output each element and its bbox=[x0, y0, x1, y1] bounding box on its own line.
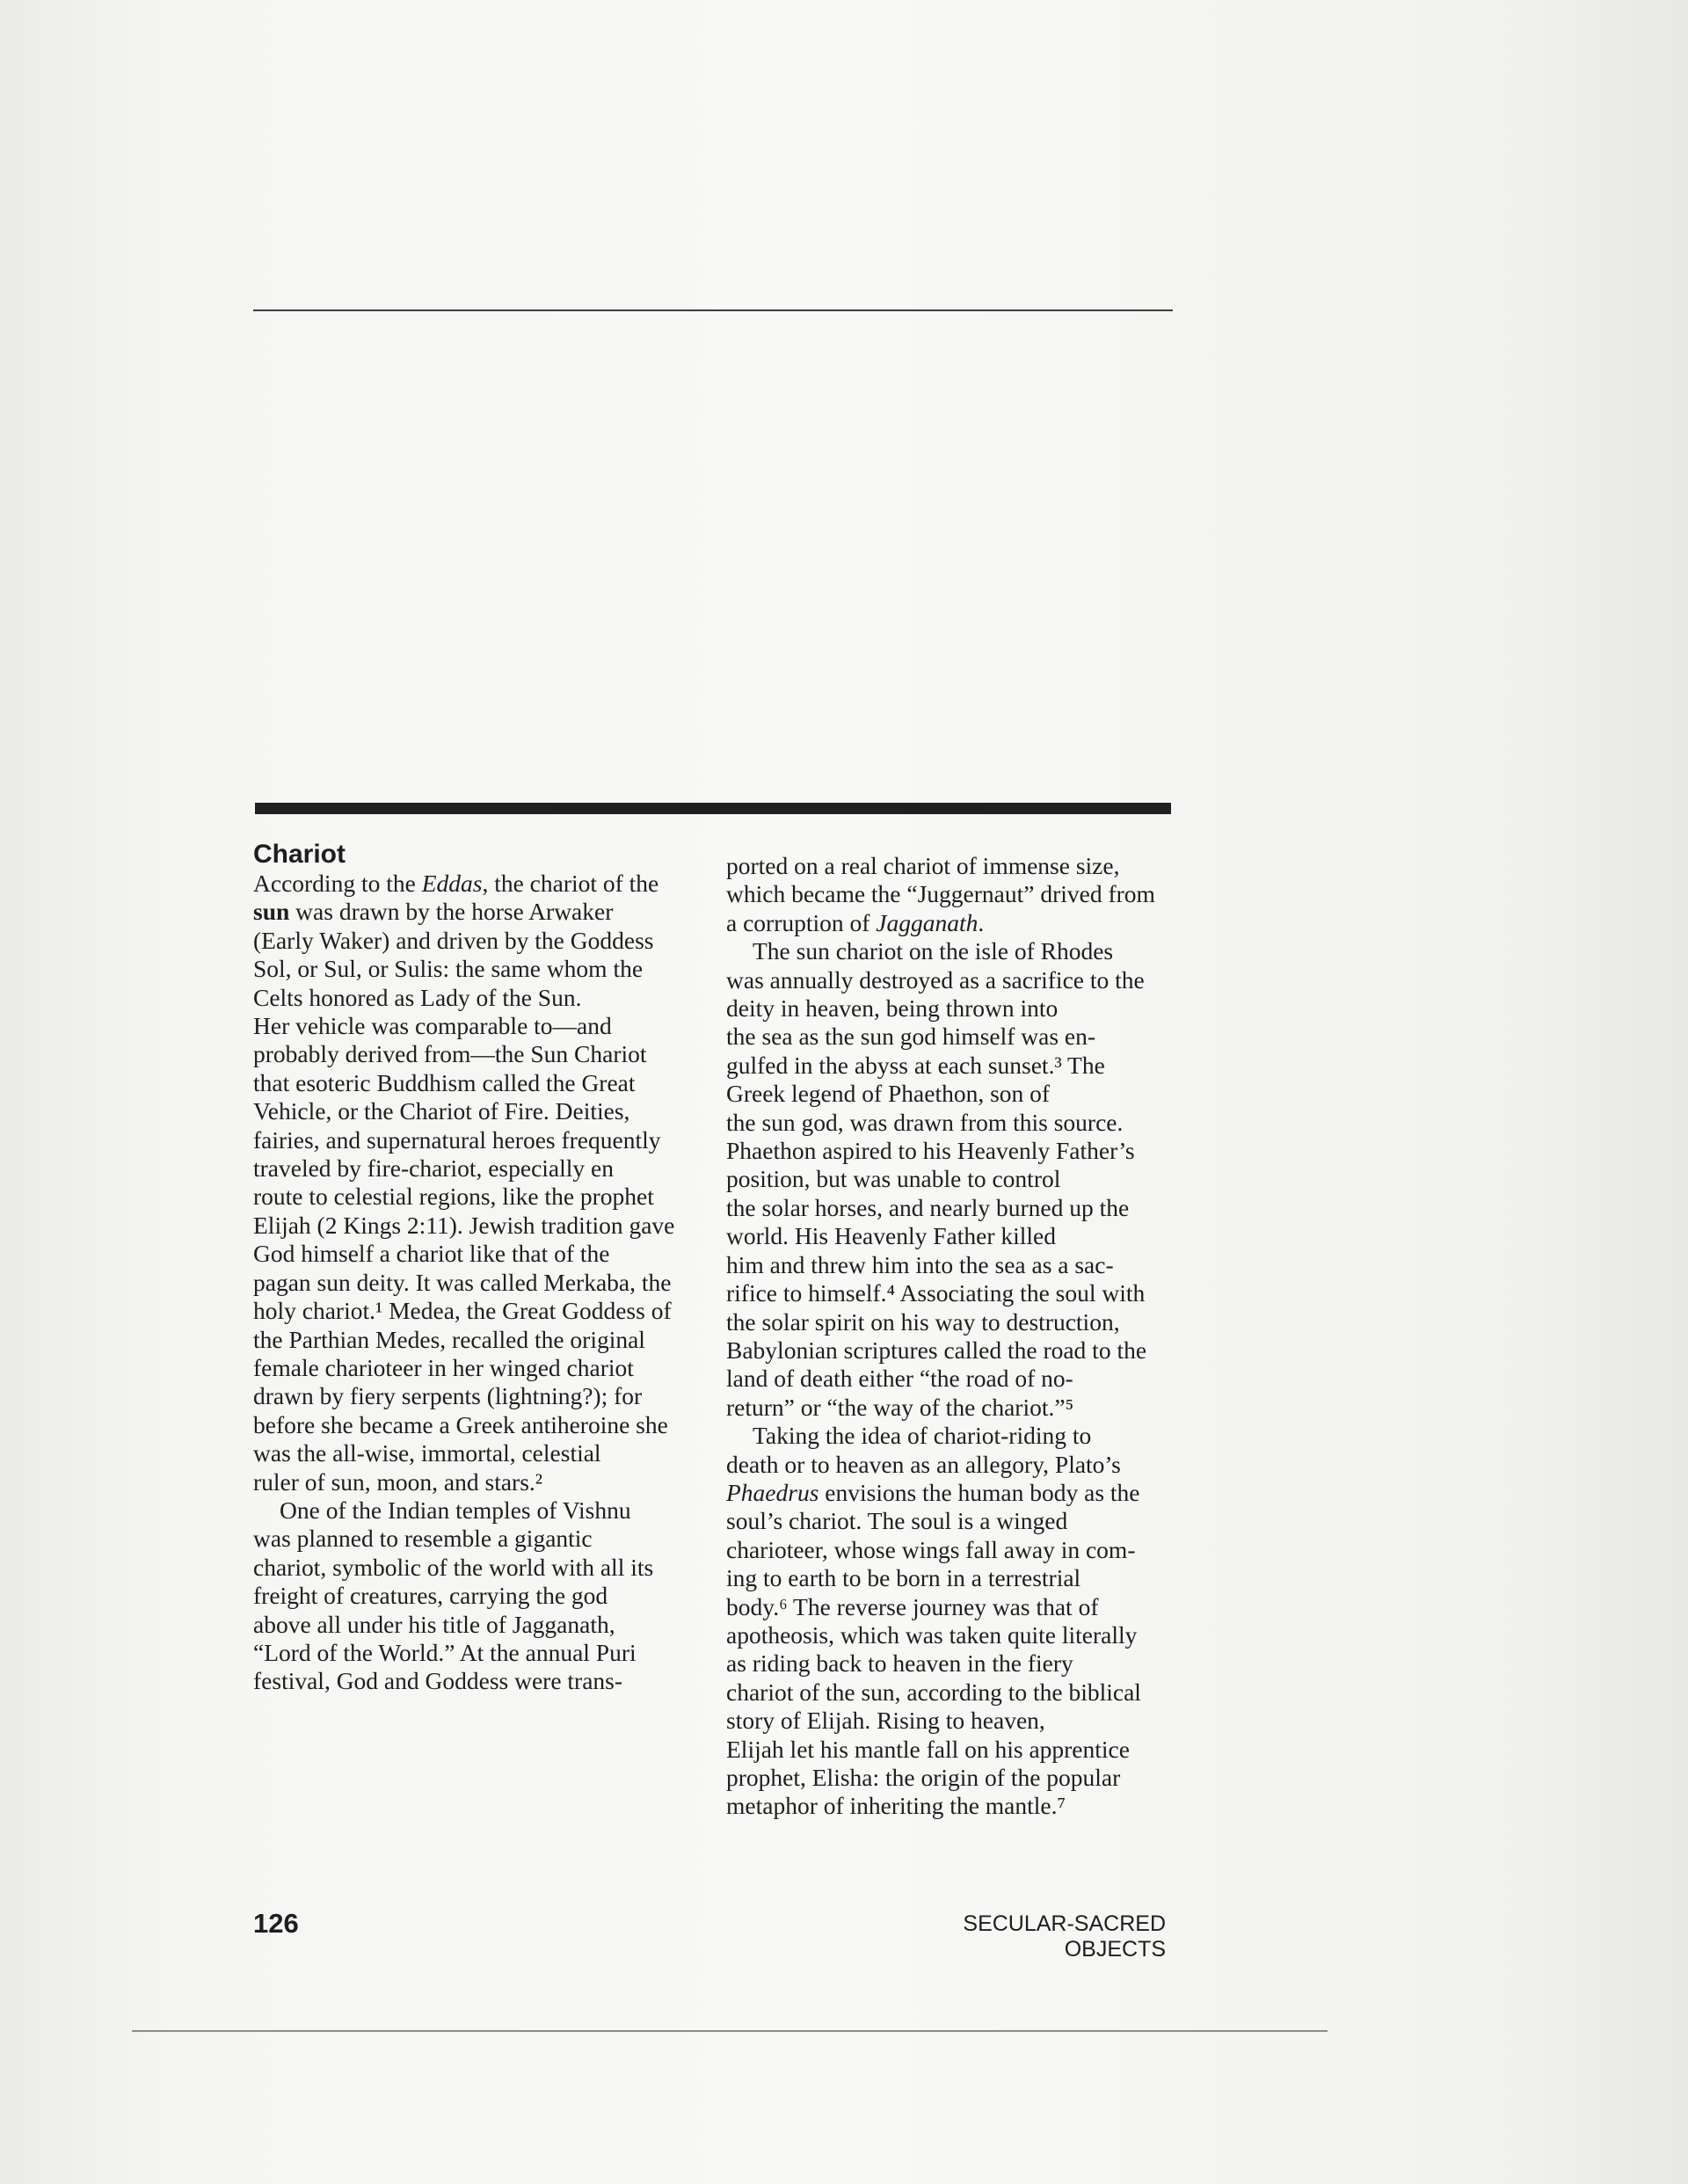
text-segment: The sun chariot on the isle of Rhodes bbox=[753, 937, 1114, 965]
section-rule bbox=[255, 803, 1171, 814]
text-segment: ing to earth to be born in a terrestrial bbox=[726, 1564, 1081, 1592]
text-segment: as riding back to heaven in the fiery bbox=[726, 1649, 1073, 1678]
entry-heading: Chariot bbox=[253, 840, 346, 869]
text-segment: was planned to resemble a gigantic bbox=[253, 1525, 593, 1553]
text-segment: him and threw him into the sea as a sac- bbox=[726, 1250, 1114, 1278]
text-line bbox=[253, 1439, 715, 1467]
text-segment: ported on a real chariot of immense size, bbox=[726, 852, 1120, 879]
text-segment: freight of creatures, carrying the god bbox=[253, 1582, 608, 1610]
scan-edge-line bbox=[132, 2030, 1328, 2032]
text-line bbox=[253, 1554, 715, 1582]
text-line bbox=[253, 984, 715, 1012]
page-number: 126 bbox=[253, 1908, 299, 1939]
text-segment: fairies, and supernatural heroes frequently bbox=[253, 1125, 661, 1154]
text-segment: “Lord of the World.” At the annual Puri bbox=[253, 1638, 637, 1666]
text-segment: gulfed in the abyss at each sunset.³ The bbox=[726, 1051, 1105, 1079]
text-line bbox=[726, 1194, 1176, 1222]
text-line bbox=[726, 1422, 1176, 1450]
text-segment: Phaethon aspired to his Heavenly Father’s bbox=[726, 1137, 1135, 1165]
text-line bbox=[253, 1126, 715, 1154]
text-line bbox=[253, 1611, 715, 1639]
text-segment: charioteer, whose wings fall away in com- bbox=[726, 1535, 1136, 1563]
text-segment: return” or “the way of the chariot.”⁵ bbox=[726, 1393, 1074, 1421]
text-line bbox=[726, 1593, 1176, 1621]
text-segment: female charioteer in her winged chariot bbox=[253, 1353, 634, 1381]
text-line bbox=[253, 1525, 715, 1553]
text-line bbox=[253, 1240, 715, 1268]
text-segment: was annually destroyed as a sacrifice to the bbox=[726, 965, 1145, 994]
text-line bbox=[253, 1468, 715, 1496]
text-segment: envisions the human body as the bbox=[819, 1478, 1140, 1506]
text-line bbox=[253, 955, 715, 983]
text-segment: was drawn by the horse Arwaker bbox=[289, 898, 614, 926]
text-line bbox=[253, 1012, 715, 1040]
text-line bbox=[726, 1308, 1176, 1336]
text-segment: Babylonian scriptures called the road to the bbox=[726, 1336, 1147, 1364]
text-segment: One of the Indian temples of Vishnu bbox=[280, 1496, 631, 1524]
text-line bbox=[253, 898, 715, 926]
text-segment: According to the bbox=[253, 870, 422, 897]
text-segment: the sun god, was drawn from this source. bbox=[726, 1108, 1124, 1136]
right-column-text bbox=[726, 852, 1176, 1821]
text-segment: deity in heaven, being thrown into bbox=[726, 994, 1059, 1023]
text-segment: ruler of sun, moon, and stars.² bbox=[253, 1467, 543, 1496]
right-column bbox=[726, 852, 1176, 1821]
text-line bbox=[726, 1165, 1176, 1193]
text-segment: Greek legend of Phaethon, son of bbox=[726, 1080, 1051, 1108]
text-line bbox=[726, 1080, 1176, 1108]
text-segment: the solar horses, and nearly burned up the bbox=[726, 1193, 1130, 1221]
left-column-text bbox=[253, 870, 715, 1696]
text-segment: drawn by fiery serpents (lightning?); for bbox=[253, 1382, 643, 1410]
text-line bbox=[253, 1040, 715, 1068]
text-segment: a corruption of bbox=[726, 908, 877, 936]
text-line bbox=[253, 1183, 715, 1211]
text-segment: Phaedrus bbox=[726, 1478, 819, 1506]
text-segment: Jagganath bbox=[876, 908, 979, 936]
text-line bbox=[253, 1154, 715, 1183]
text-line bbox=[726, 937, 1176, 965]
text-line bbox=[726, 1479, 1176, 1507]
text-line bbox=[726, 1707, 1176, 1735]
text-segment: was the all-wise, immortal, celestial bbox=[253, 1439, 601, 1467]
text-line bbox=[253, 1411, 715, 1439]
text-line bbox=[726, 1336, 1176, 1365]
text-line bbox=[726, 1792, 1176, 1820]
text-line bbox=[253, 1269, 715, 1297]
text-line bbox=[726, 1621, 1176, 1649]
text-line bbox=[253, 1496, 715, 1525]
text-line bbox=[726, 1507, 1176, 1535]
text-segment: Eddas bbox=[421, 870, 483, 897]
text-line bbox=[726, 852, 1176, 880]
text-line bbox=[726, 909, 1176, 937]
text-line bbox=[253, 1382, 715, 1410]
text-segment: position, but was unable to control bbox=[726, 1165, 1061, 1193]
text-segment: Celts honored as Lady of the Sun. bbox=[253, 983, 582, 1011]
text-segment: world. His Heavenly Father killed bbox=[726, 1222, 1056, 1250]
text-line bbox=[726, 880, 1176, 908]
text-segment: chariot, symbolic of the world with all its bbox=[253, 1553, 654, 1581]
text-segment: holy chariot.¹ Medea, the Great Goddess of bbox=[253, 1297, 672, 1325]
text-segment: the sea as the sun god himself was en- bbox=[726, 1023, 1096, 1051]
text-line bbox=[253, 1639, 715, 1667]
text-line bbox=[726, 1222, 1176, 1250]
text-segment: prophet, Elisha: the origin of the popular bbox=[726, 1764, 1121, 1791]
text-segment: body.⁶ The reverse journey was that of bbox=[726, 1592, 1099, 1620]
text-line bbox=[726, 1365, 1176, 1393]
text-line bbox=[253, 1326, 715, 1354]
text-segment: that esoteric Buddhism called the Great bbox=[253, 1068, 636, 1096]
text-segment: the Parthian Medes, recalled the original bbox=[253, 1325, 645, 1353]
text-segment: . bbox=[978, 908, 985, 936]
text-line bbox=[726, 1451, 1176, 1479]
text-segment: soul’s chariot. The soul is a winged bbox=[726, 1507, 1068, 1535]
text-line bbox=[726, 966, 1176, 994]
text-segment: before she became a Greek antiheroine she bbox=[253, 1410, 668, 1438]
text-segment: traveled by fire-chariot, especially en bbox=[253, 1154, 615, 1183]
text-segment: death or to heaven as an allegory, Plato’s bbox=[726, 1450, 1121, 1478]
text-segment: metaphor of inheriting the mantle.⁷ bbox=[726, 1792, 1066, 1820]
text-segment: route to celestial regions, like the prophet bbox=[253, 1183, 654, 1211]
text-segment: land of death either “the road of no- bbox=[726, 1365, 1073, 1393]
text-line bbox=[726, 1649, 1176, 1678]
text-line bbox=[253, 1582, 715, 1610]
text-line bbox=[726, 1764, 1176, 1792]
text-line bbox=[726, 1137, 1176, 1165]
text-segment: Elijah let his mantle fall on his apprentice bbox=[726, 1735, 1130, 1763]
text-line bbox=[726, 1023, 1176, 1051]
text-line bbox=[253, 870, 715, 898]
text-segment: above all under his title of Jagganath, bbox=[253, 1610, 615, 1638]
text-segment: pagan sun deity. It was called Merkaba, the bbox=[253, 1268, 672, 1296]
text-segment: Her vehicle was comparable to—and bbox=[253, 1012, 612, 1040]
text-line bbox=[726, 1394, 1176, 1422]
text-line bbox=[726, 1251, 1176, 1279]
text-line bbox=[726, 1536, 1176, 1564]
text-line bbox=[726, 1052, 1176, 1080]
text-line bbox=[253, 927, 715, 955]
text-segment: the solar spirit on his way to destruction, bbox=[726, 1307, 1120, 1336]
text-line bbox=[253, 1212, 715, 1240]
text-segment: Taking the idea of chariot-riding to bbox=[753, 1422, 1092, 1450]
text-line bbox=[253, 1667, 715, 1695]
text-line bbox=[726, 994, 1176, 1023]
text-segment: Sol, or Sul, or Sulis: the same whom the bbox=[253, 955, 644, 983]
text-line bbox=[253, 1297, 715, 1325]
text-segment: apotheosis, which was taken quite literally bbox=[726, 1620, 1138, 1649]
text-segment: rifice to himself.⁴ Associating the soul with bbox=[726, 1279, 1146, 1307]
text-segment: , the chariot of the bbox=[482, 870, 659, 897]
text-segment: which became the “Juggernaut” drived from bbox=[726, 880, 1155, 908]
text-segment: God himself a chariot like that of the bbox=[253, 1240, 610, 1268]
text-line bbox=[726, 1736, 1176, 1764]
text-line bbox=[253, 1097, 715, 1125]
text-segment: story of Elijah. Rising to heaven, bbox=[726, 1707, 1045, 1735]
top-rule bbox=[253, 309, 1173, 311]
running-footer: SECULAR-SACRED OBJECTS bbox=[963, 1911, 1166, 1962]
text-line bbox=[726, 1279, 1176, 1307]
text-segment: chariot of the sun, according to the biblical bbox=[726, 1678, 1141, 1706]
left-column bbox=[253, 840, 715, 1696]
text-segment: Vehicle, or the Chariot of Fire. Deities, bbox=[253, 1097, 630, 1125]
text-line bbox=[726, 1109, 1176, 1137]
text-line bbox=[253, 1069, 715, 1097]
text-segment: festival, God and Goddess were trans- bbox=[253, 1667, 623, 1695]
text-segment: probably derived from—the Sun Chariot bbox=[253, 1040, 647, 1068]
text-segment: Elijah (2 Kings 2:11). Jewish tradition gave bbox=[253, 1211, 675, 1239]
text-line bbox=[726, 1564, 1176, 1592]
text-line bbox=[253, 1354, 715, 1382]
text-line bbox=[726, 1678, 1176, 1707]
text-segment: sun bbox=[253, 898, 290, 926]
text-segment: (Early Waker) and driven by the Goddess bbox=[253, 926, 654, 954]
